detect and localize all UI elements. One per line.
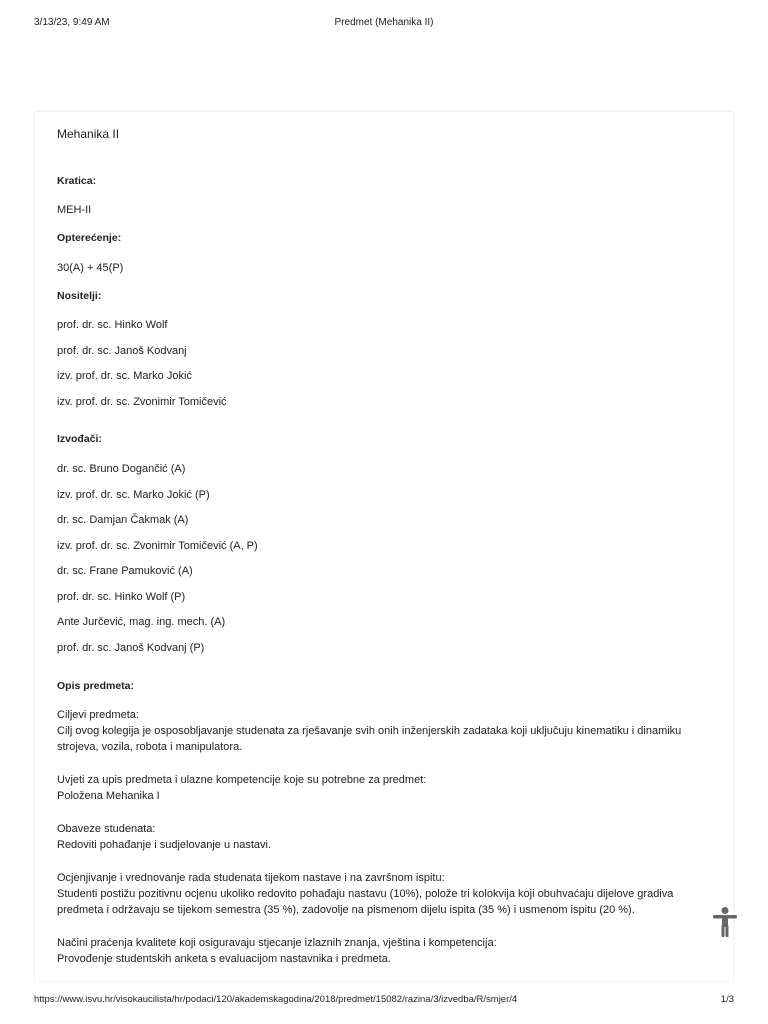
- description-label: Opis predmeta:: [57, 680, 135, 692]
- course-card: [35, 111, 733, 981]
- holder-item: prof. dr. sc. Janoš Kodvanj: [57, 345, 187, 357]
- section-text: Redoviti pohađanje i sudjelovanje u nastavi.: [57, 839, 272, 851]
- section-text: Studenti postižu pozitivnu ocjenu ukoliko redovito pohađaju nastavu (10%), polože tri kolokvija koji obuhvaćaju dijelove gradiva predmeta i održavaju se tijekom semestra (35 %), zadovolje na pismenom dijelu ispita (35 %) i usmenom ispitu (20 %).: [57, 888, 674, 916]
- print-title: Predmet (Mehanika II): [334, 17, 434, 28]
- performer-item: dr. sc. Bruno Dogančić (A): [57, 463, 186, 475]
- performer-item: dr. sc. Frane Pamuković (A): [57, 565, 193, 577]
- performer-item: izv. prof. dr. sc. Zvonimir Tomičević (A, P): [57, 540, 258, 552]
- accessibility-person-icon-graphic: [710, 906, 740, 938]
- section-heading: Obaveze studenata:: [57, 823, 156, 835]
- section-heading: Načini praćenja kvalitete koji osiguravaju stjecanje izlaznih znanja, vještina i kompetencija:: [57, 937, 497, 949]
- description-section-quality: [57, 935, 707, 967]
- page-number: 1/3: [720, 994, 734, 1005]
- holder-item: izv. prof. dr. sc. Zvonimir Tomičević: [57, 396, 227, 408]
- section-heading: Ocjenjivanje i vrednovanje rada studenata tijekom nastave i na završnom ispitu:: [57, 872, 445, 884]
- section-text: Provođenje studentskih anketa s evaluacijom nastavnika i predmeta.: [57, 953, 391, 965]
- performer-item: prof. dr. sc. Hinko Wolf (P): [57, 591, 186, 603]
- course-title: Mehanika II: [57, 127, 120, 141]
- performer-item: dr. sc. Damjan Čakmak (A): [57, 514, 189, 526]
- page-url: https://www.isvu.hr/visokaucilista/hr/podaci/120/akademskagodina/2018/predmet/15082/razina/3/izvedba/R/smjer/4: [34, 994, 518, 1005]
- load-label: Opterećenje:: [57, 232, 122, 244]
- section-text: Cilj ovog kolegija je osposobljavanje studenata za rješavanje svih onih inženjerskih zadataka koji uključuju kinematiku i dinamiku strojeva, vozila, robota i manipulatora.: [57, 725, 682, 753]
- performer-item: izv. prof. dr. sc. Marko Jokić (P): [57, 489, 210, 501]
- performer-item: prof. dr. sc. Janoš Kodvanj (P): [57, 642, 205, 654]
- load-value: 30(A) + 45(P): [57, 262, 124, 274]
- holder-item: izv. prof. dr. sc. Marko Jokić: [57, 370, 192, 382]
- holders-label: Nositelji:: [57, 290, 102, 302]
- accessibility-person-icon[interactable]: [710, 906, 740, 938]
- description-section-prerequisites: [57, 772, 707, 804]
- print-datetime: 3/13/23, 9:49 AM: [34, 17, 110, 28]
- description-section-grading: [57, 870, 707, 918]
- section-heading: Uvjeti za upis predmeta i ulazne kompetencije koje su potrebne za predmet:: [57, 774, 427, 786]
- print-footer: [34, 994, 734, 1008]
- print-header: [34, 17, 734, 31]
- performers-label: Izvođači:: [57, 433, 102, 445]
- section-text: Položena Mehanika I: [57, 790, 160, 802]
- performer-item: Ante Jurčević, mag. ing. mech. (A): [57, 616, 226, 628]
- description-section-goals: [57, 707, 707, 755]
- abbreviation-label: Kratica:: [57, 175, 97, 187]
- section-heading: Ciljevi predmeta:: [57, 709, 139, 721]
- abbreviation-value: MEH-II: [57, 204, 92, 216]
- holder-item: prof. dr. sc. Hinko Wolf: [57, 319, 168, 331]
- description-section-obligations: [57, 821, 707, 853]
